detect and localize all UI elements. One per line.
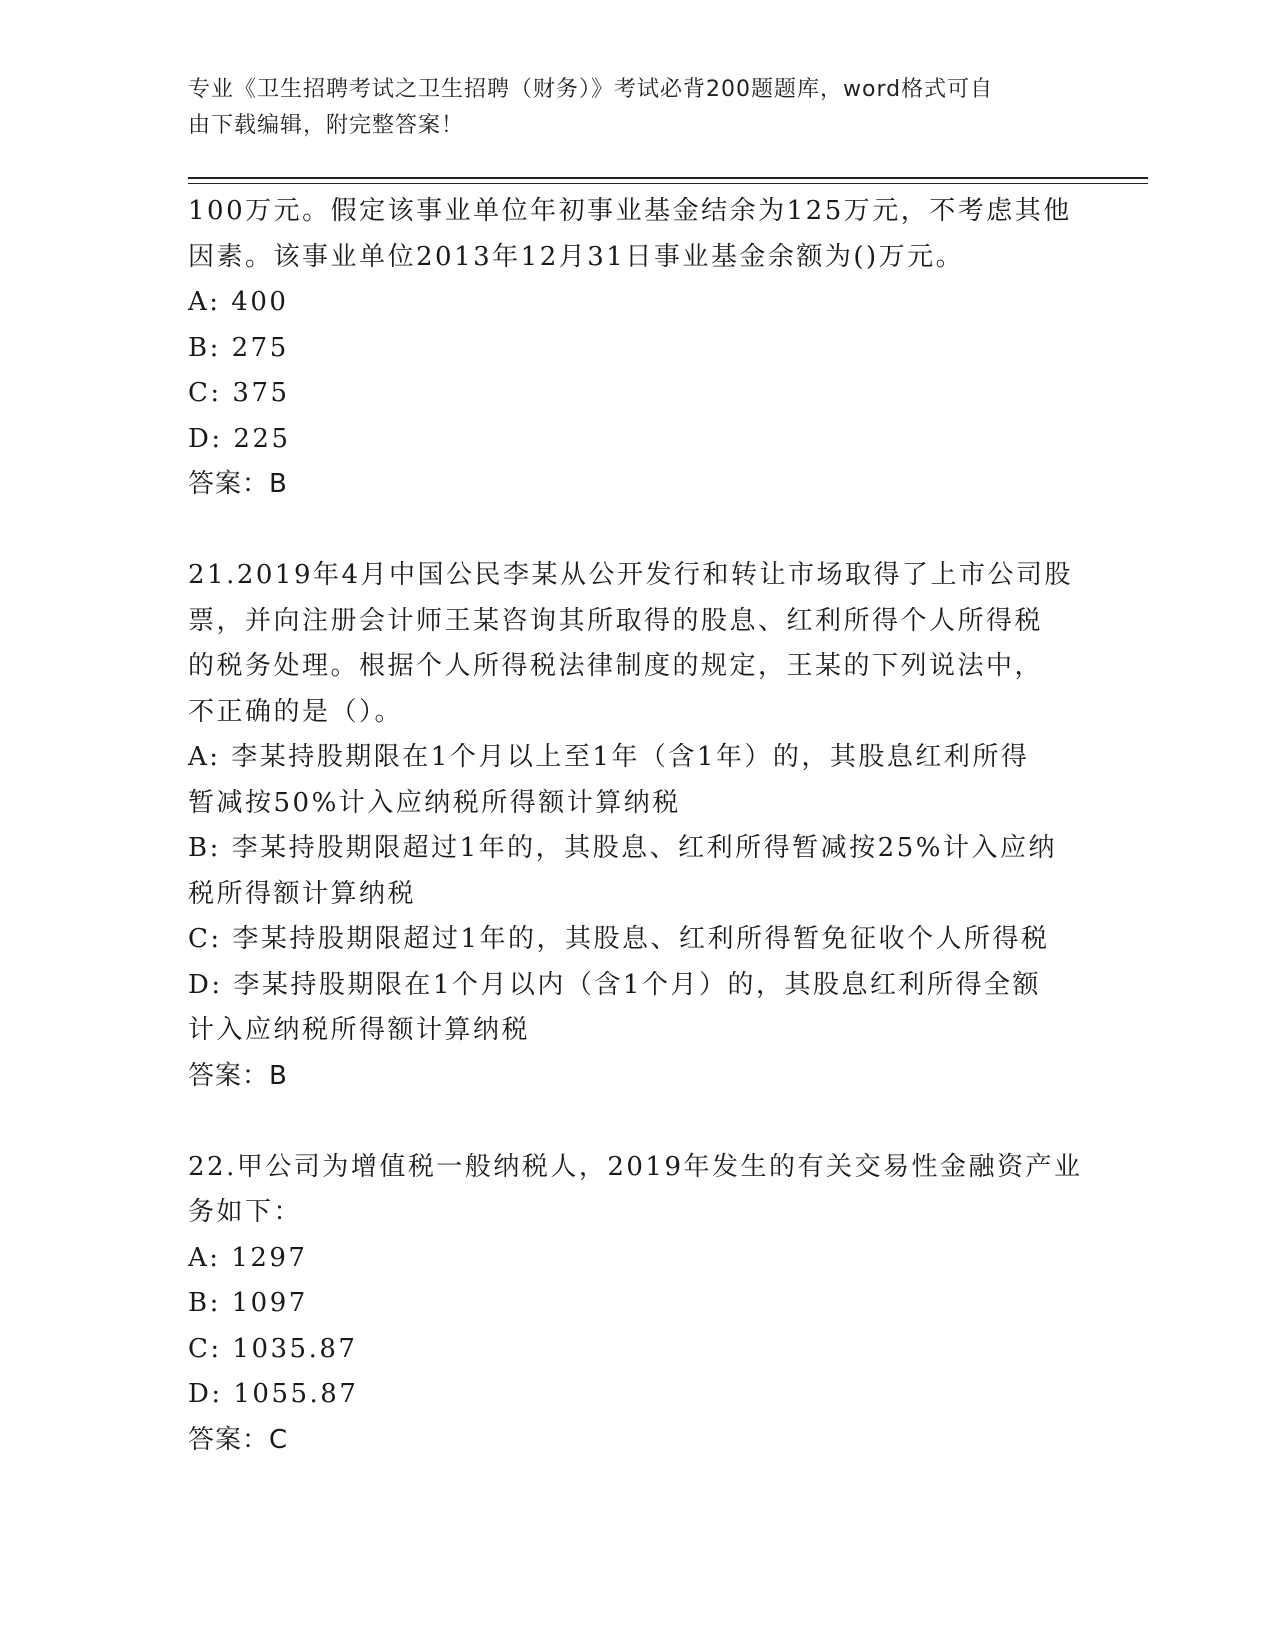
question-text-line: 100万元。假定该事业单位年初事业基金结余为125万元，不考虑其他: [188, 196, 1072, 226]
option-b-continued: 税所得额计算纳税: [188, 878, 417, 909]
question-20: [188, 189, 1088, 508]
option-a: A: 1297: [188, 1242, 308, 1273]
option-b: B: 1097: [188, 1288, 308, 1318]
header-line-1: 专业《卫生招聘考试之卫生招聘（财务）》考试必背200题题库，word格式可自: [188, 77, 994, 102]
question-text-line: 22.甲公司为增值税一般纳税人，2019年发生的有关交易性金融资产业: [188, 1151, 1083, 1182]
question-text-line: 票，并向注册会计师王某咨询其所取得的股息、红利所得个人所得税: [188, 605, 1044, 636]
question-22: [188, 1145, 1088, 1464]
question-text-line: 的税务处理。根据个人所得税法律制度的规定，王某的下列说法中，: [188, 651, 1044, 681]
question-21: [188, 553, 1088, 1099]
answer-line: 答案：B: [188, 1060, 288, 1091]
option-b: B: 275: [188, 332, 289, 363]
header-rule-thin: [188, 183, 1148, 184]
option-c: C: 李某持股期限超过1年的，其股息、红利所得暂免征收个人所得税: [188, 924, 1050, 954]
option-b: B: 李某持股期限超过1年的，其股息、红利所得暂减按25%计入应纳: [188, 833, 1057, 863]
answer-line: 答案：C: [188, 1424, 289, 1455]
document-header: [188, 72, 1068, 144]
answer-line: 答案：B: [188, 469, 288, 499]
question-text-line: 不正确的是（）。: [188, 696, 404, 727]
option-a: A: 400: [188, 287, 289, 317]
header-line-2: 由下载编辑，附完整答案！: [188, 113, 465, 138]
option-a-continued: 暂减按50%计入应纳税所得额计算纳税: [188, 787, 681, 818]
document-body: [188, 189, 1088, 1463]
question-text-line: 21.2019年4月中国公民李某从公开发行和转让市场取得了上市公司股: [188, 560, 1074, 590]
spacer: [188, 1099, 1088, 1145]
option-d-continued: 计入应纳税所得额计算纳税: [188, 1015, 531, 1045]
option-c: C: 1035.87: [188, 1333, 358, 1364]
option-d: D: 李某持股期限在1个月以内（含1个月）的，其股息红利所得全额: [188, 969, 1041, 1000]
spacer: [188, 508, 1088, 554]
question-text-line: 因素。该事业单位2013年12月31日事业基金余额为()万元。: [188, 241, 965, 272]
option-d: D: 225: [188, 423, 291, 454]
option-a: A: 李某持股期限在1个月以上至1年（含1年）的，其股息红利所得: [188, 742, 1030, 772]
option-c: C: 375: [188, 378, 290, 408]
header-rule-thick: [188, 177, 1148, 179]
option-d: D: 1055.87: [188, 1379, 359, 1409]
question-text-line: 务如下：: [188, 1197, 303, 1227]
